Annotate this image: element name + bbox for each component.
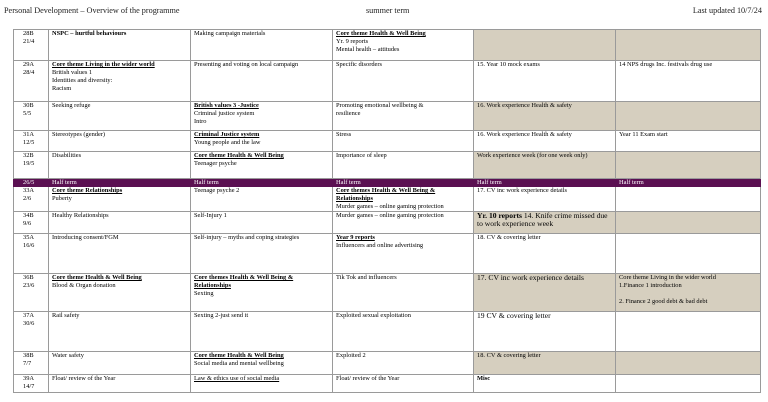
week-date: 19/5 <box>23 160 35 167</box>
cell-line: Float/ review of the Year <box>52 375 116 382</box>
half-term-label: Half term <box>191 179 333 187</box>
lesson-cell-c5 <box>616 61 761 102</box>
lesson-cell-c1 <box>49 187 191 212</box>
half-term-row <box>14 179 761 187</box>
week-date: 16/6 <box>23 242 35 249</box>
cell-line: Sexting <box>194 290 214 297</box>
cell-line: 18. CV & covering letter <box>477 352 541 359</box>
cell-line: Tik Tok and influencers <box>336 274 397 281</box>
lesson-cell-c5 <box>616 375 761 393</box>
lesson-cell-c3 <box>333 187 474 212</box>
week-cell <box>14 352 49 375</box>
cell-line: Core theme Relationships <box>52 187 123 194</box>
week-row <box>14 102 761 131</box>
cell-line: Core theme Health & Well Being <box>194 152 284 159</box>
lesson-cell-c3 <box>333 212 474 234</box>
week-cell <box>14 187 49 212</box>
cell-line: Importance of sleep <box>336 152 387 159</box>
lesson-cell-c3 <box>333 274 474 312</box>
cell-line: 16. Work experience Health & safety <box>477 102 572 109</box>
cell-line: 1.Finance 1 introduction <box>619 282 682 289</box>
lesson-cell-c4 <box>474 152 616 179</box>
cell-line: Core themes Health & Well Being & <box>336 187 436 194</box>
lesson-cell-c4 <box>474 131 616 152</box>
cell-line: Relationships <box>194 282 231 289</box>
cell-line-continuation: 14. Knife crime missed due <box>521 211 608 220</box>
lesson-cell-c5 <box>616 131 761 152</box>
lesson-cell-c5 <box>616 274 761 312</box>
week-row <box>14 312 761 352</box>
cell-line: Presenting and voting on local campaign <box>194 61 299 68</box>
week-code: 33A <box>23 187 35 194</box>
lesson-cell-c1 <box>49 102 191 131</box>
week-cell <box>14 30 49 61</box>
cell-line: Core theme Health & Well Being <box>52 274 142 281</box>
cell-line: Core theme Living in the wider world <box>52 61 155 68</box>
cell-line: Puberty <box>52 195 72 202</box>
week-code: 37A <box>23 312 35 319</box>
cell-line: Murder games – online gaming protection <box>336 203 444 210</box>
cell-line: 2. Finance 2 good debt & bad debt <box>619 298 708 305</box>
header-updated: Last updated 10/7/24 <box>692 6 762 15</box>
lesson-cell-c4 <box>474 375 616 393</box>
week-row <box>14 152 761 179</box>
week-code: 35A <box>23 234 35 241</box>
lesson-cell-c2 <box>191 352 333 375</box>
week-cell <box>14 152 49 179</box>
cell-line: Float/ review of the Year <box>336 375 400 382</box>
cell-line: Exploited sexual exploitation <box>336 312 411 319</box>
lesson-cell-c5 <box>616 312 761 352</box>
line-gap <box>619 290 757 298</box>
lesson-cell-c1 <box>49 312 191 352</box>
week-code: 29A <box>23 61 35 68</box>
cell-line: Young people and the law <box>194 139 261 146</box>
cell-line: to work experience week <box>477 219 554 228</box>
lesson-cell-c5 <box>616 187 761 212</box>
lesson-cell-c4 <box>474 30 616 61</box>
cell-line: Promoting emotional wellbeing & <box>336 102 424 109</box>
lesson-cell-c2 <box>191 102 333 131</box>
lesson-cell-c3 <box>333 152 474 179</box>
week-date: 14/7 <box>23 383 35 390</box>
cell-line: 14 NPS drugs Inc. festivals drug use <box>619 61 713 68</box>
lesson-cell-c1 <box>49 30 191 61</box>
half-term-label: Half term <box>474 179 616 187</box>
lesson-cell-c4 <box>474 352 616 375</box>
cell-line: Year 11 Exam start <box>619 131 668 138</box>
lesson-cell-c5 <box>616 234 761 274</box>
cell-line: NSPC – hurtful behaviours <box>52 30 127 37</box>
programme-table <box>13 29 761 393</box>
cell-line: Healthy Relationships <box>52 212 109 219</box>
lesson-cell-c2 <box>191 274 333 312</box>
week-cell <box>14 131 49 152</box>
lesson-cell-c4 <box>474 274 616 312</box>
lesson-cell-c2 <box>191 152 333 179</box>
cell-line: 17. CV inc work experience details <box>477 273 584 282</box>
week-cell <box>14 274 49 312</box>
lesson-cell-c4 <box>474 312 616 352</box>
cell-line: Work experience week (for one week only) <box>477 152 588 159</box>
lesson-cell-c5 <box>616 352 761 375</box>
cell-line: British values 1 <box>52 69 93 76</box>
cell-line: 16. Work experience Health & safety <box>477 131 572 138</box>
lesson-cell-c4 <box>474 212 616 234</box>
week-cell <box>14 102 49 131</box>
cell-line: Yr. 9 reports <box>336 38 369 45</box>
week-row <box>14 187 761 212</box>
cell-line: Teenage psyche 2 <box>194 187 240 194</box>
lesson-cell-c2 <box>191 212 333 234</box>
lesson-cell-c2 <box>191 61 333 102</box>
cell-line: 18. CV & covering letter <box>477 234 541 241</box>
header-title: Personal Development – Overview of the programme <box>4 6 180 15</box>
week-date: 9/6 <box>23 220 32 227</box>
half-term-label: Half term <box>49 179 191 187</box>
week-row <box>14 131 761 152</box>
week-cell <box>14 312 49 352</box>
week-date: 28/4 <box>23 69 35 76</box>
week-code: 28B <box>23 30 34 37</box>
week-cell <box>14 61 49 102</box>
cell-line: Yr. 10 reports 14. Knife crime missed due <box>477 211 608 220</box>
cell-line: British values 3 -Justice <box>194 102 259 109</box>
cell-line: 19 CV & covering letter <box>477 311 551 320</box>
cell-line: Core themes Health & Well Being & <box>194 274 294 281</box>
lesson-cell-c3 <box>333 30 474 61</box>
cell-line: Exploited 2 <box>336 352 366 359</box>
cell-line: Stress <box>336 131 352 138</box>
header-term: summer term <box>366 6 410 15</box>
week-code: 31A <box>23 131 35 138</box>
lesson-cell-c5 <box>616 30 761 61</box>
week-date: 5/5 <box>23 110 32 117</box>
cell-line: Law & ethics use of social media <box>194 375 280 382</box>
cell-line: Relationships <box>336 195 373 202</box>
lesson-cell-c4 <box>474 61 616 102</box>
cell-line: Making campaign materials <box>194 30 266 37</box>
cell-line: resilience <box>336 110 361 117</box>
cell-line: Core theme Living in the wider world <box>619 274 716 281</box>
cell-line: Seeking refuge <box>52 102 91 109</box>
cell-line: Year 9 reports <box>336 234 375 241</box>
cell-line: Self-injury – myths and coping strategies <box>194 234 300 241</box>
week-code: 36B <box>23 274 34 281</box>
cell-line: 17. CV inc work experience details <box>477 187 568 194</box>
lesson-cell-c3 <box>333 131 474 152</box>
cell-line: Rail safety <box>52 312 80 319</box>
cell-line: Social media and mental wellbeing <box>194 360 284 367</box>
cell-line: Stereotypes (gender) <box>52 131 106 138</box>
week-row <box>14 352 761 375</box>
cell-line: Disabilities <box>52 152 82 159</box>
lesson-cell-c1 <box>49 61 191 102</box>
cell-line: Self-Injury 1 <box>194 212 227 219</box>
lesson-cell-c4 <box>474 102 616 131</box>
lesson-cell-c2 <box>191 234 333 274</box>
lesson-cell-c3 <box>333 352 474 375</box>
week-date: 23/6 <box>23 282 35 289</box>
week-cell <box>14 375 49 393</box>
lesson-cell-c3 <box>333 102 474 131</box>
week-code: 34B <box>23 212 34 219</box>
week-row <box>14 274 761 312</box>
programme-table-body <box>14 30 761 393</box>
lesson-cell-c1 <box>49 234 191 274</box>
week-row <box>14 234 761 274</box>
lesson-cell-c2 <box>191 131 333 152</box>
cell-line: Sexting 2-just send it <box>194 312 249 319</box>
half-term-label: Half term <box>616 179 761 187</box>
lesson-cell-c3 <box>333 234 474 274</box>
week-cell <box>14 234 49 274</box>
cell-line: Influencers and online advertising <box>336 242 424 249</box>
week-code: 38B <box>23 352 34 359</box>
cell-line: 15. Year 10 mock exams <box>477 61 540 68</box>
week-date: 21/4 <box>23 38 35 45</box>
cell-line: Criminal Justice system <box>194 131 260 138</box>
lesson-cell-c4 <box>474 234 616 274</box>
lesson-cell-c5 <box>616 152 761 179</box>
cell-line: Specific disorders <box>336 61 382 68</box>
week-row <box>14 30 761 61</box>
week-cell <box>14 212 49 234</box>
cell-line: Mental health – attitudes <box>336 46 400 53</box>
lesson-cell-c3 <box>333 375 474 393</box>
week-date: 30/6 <box>23 320 35 327</box>
cell-line: Water safety <box>52 352 84 359</box>
cell-line: Teenager psyche <box>194 160 237 167</box>
lesson-cell-c1 <box>49 375 191 393</box>
lesson-cell-c2 <box>191 30 333 61</box>
cell-line: Misc <box>477 375 491 382</box>
week-date: 7/7 <box>23 360 32 367</box>
lesson-cell-c5 <box>616 212 761 234</box>
cell-line: Core theme Health & Well Being <box>194 352 284 359</box>
week-code: 32B <box>23 152 34 159</box>
cell-line: Intro <box>194 118 207 125</box>
lesson-cell-c1 <box>49 274 191 312</box>
week-row <box>14 212 761 234</box>
lesson-cell-c3 <box>333 312 474 352</box>
week-code: 39A <box>23 375 35 382</box>
cell-line: Introducing consent/FGM <box>52 234 119 241</box>
lesson-cell-c2 <box>191 375 333 393</box>
cell-line: Racism <box>52 85 72 92</box>
lesson-cell-c2 <box>191 312 333 352</box>
lesson-cell-c1 <box>49 152 191 179</box>
lesson-cell-c5 <box>616 102 761 131</box>
cell-line: Criminal justice system <box>194 110 255 117</box>
lesson-cell-c1 <box>49 212 191 234</box>
cell-line: Core theme Health & Well Being <box>336 30 426 37</box>
week-code: 30B <box>23 102 34 109</box>
week-row <box>14 375 761 393</box>
half-term-date: 26/5 <box>14 179 49 187</box>
cell-line: Blood & Organ donation <box>52 282 116 289</box>
cell-line: Identities and diversity: <box>52 77 113 84</box>
lesson-cell-c2 <box>191 187 333 212</box>
lesson-cell-c1 <box>49 352 191 375</box>
week-date: 2/6 <box>23 195 32 202</box>
lesson-cell-c4 <box>474 187 616 212</box>
week-date: 12/5 <box>23 139 35 146</box>
lesson-cell-c3 <box>333 61 474 102</box>
half-term-label: Half term <box>333 179 474 187</box>
lesson-cell-c1 <box>49 131 191 152</box>
week-row <box>14 61 761 102</box>
cell-line: Murder games – online gaming protection <box>336 212 444 219</box>
